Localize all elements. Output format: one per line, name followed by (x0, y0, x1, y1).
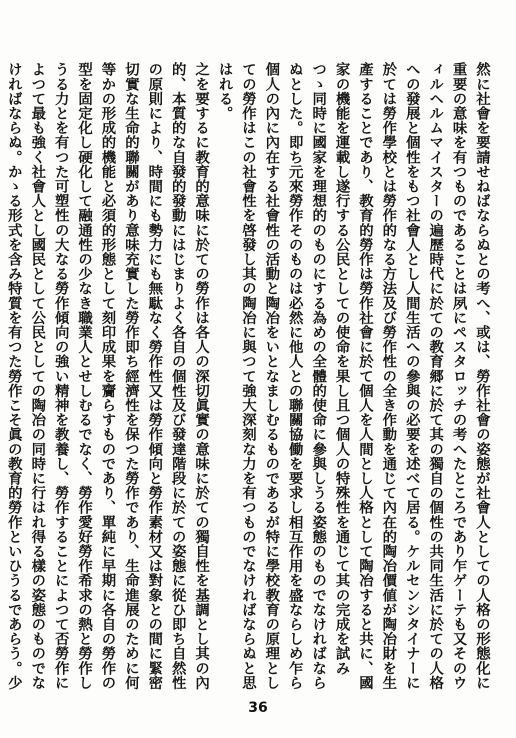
page-number: 36 (248, 700, 268, 716)
paragraph-2: 之を要するに教育的意味に於ての勞作は各人の深切眞實の意味に於ての獨自性を基調とし其の內的、本質的な自發的發動にはじまりよく各自の個性及び發達階段に於ての姿態に從ひ即ち自然性の原則により、時間にも勢力にも無駄なく勞作性又は勞作傾向と勞作素材又は對象との間に緊密切實な生命的聯關があり意味充實した勞作即ち經濟性を保つた勞作であり、生命進展のために何等かの形成的機能と必須的形態として刻印成果を齎らすものであり、單純に早期に各自の勞作の型を固定化し硬化して融通性の少なき職業人とせしむるでなく、勞作愛好勞作希求の熱と勞作しうる力とを有つた可塑性の大なる勞作傾向の強い精神を教養し、勞作することによつて否勞作によつて最も強く社會人とし國民として公民としての陶冶の同時に行はれ得る樣の姿態のものでなければならぬ。かゝる形式を含み特質を有つた勞作こそ眞の教育的勞作といひうるであらう。少 (5, 62, 211, 690)
paragraph-1: 然に社會を要請せねばならぬとの考へ、或は、勞作社會の姿態が社會人としての人格の形態化に重要の意味を有つものであることは夙にペスタロッチの考へたところであり乍ゲーテも又そのウィルヘルムマイスターの遍歷時代に於ての教育郷に於て其の獨自の個性の共同生活に於ての人格への發展と個性をもつ社會人とし人間生活への參與の必要を述べて居る。ケルセンシタイナーに於ては勞作學校とは勞作的なる方法及び勞作性の全き作動を通じて內在的陶冶價値が陶冶財を生產することであり、教育的勞作は勞作社會に於て個人を人間とし人格として陶冶すると共に、國家の機能を運載し遂行する公民としての使命を果し且つ個人の特殊性を通じて其の完成を試みつゝ同時に國家を理想的のものにする為めの全體的使命に參與しうる姿態のものでなければならぬとした。即ち元來勞作そのものは必然に他人との聯關協働を要求し相互作用を盛ならしめ乍ら個人の內に內在する社會性の活動と陶冶をいとなましむるものであるが特に學校教育の原理としての勞作はこの社會性を啓發し其の陶冶に與つて強大深刻な力を有つものでなければならぬと思はれる。 (216, 62, 491, 690)
body-text (5, 62, 494, 690)
